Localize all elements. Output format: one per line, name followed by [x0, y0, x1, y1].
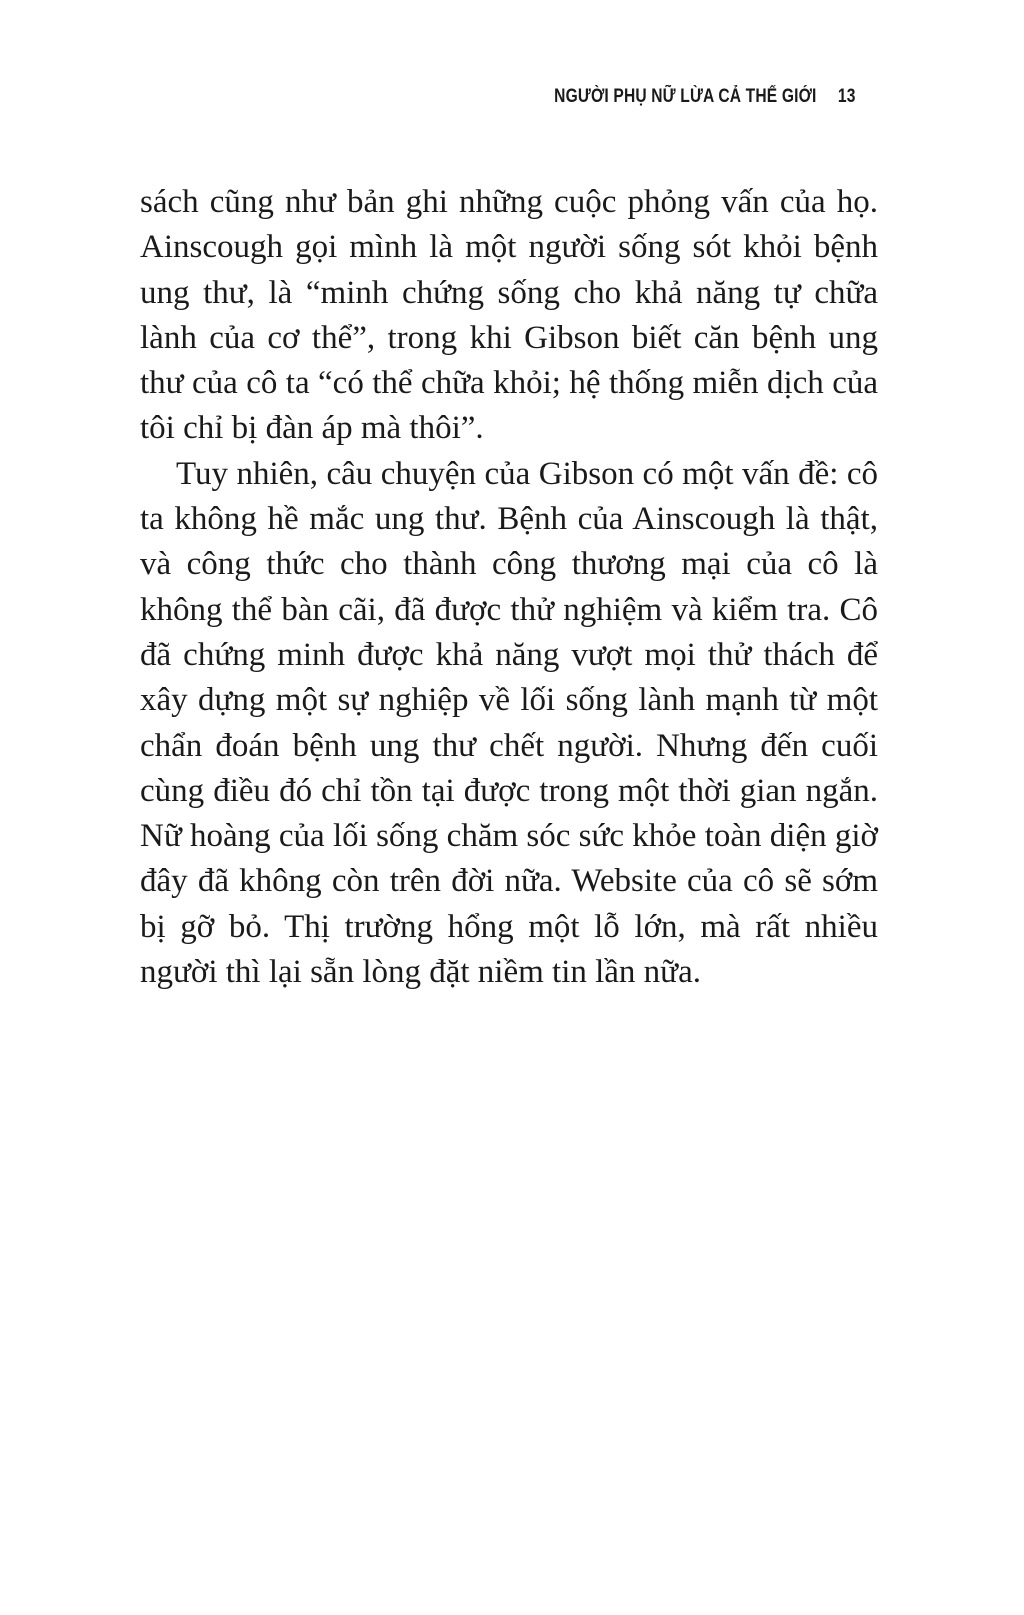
running-title: NGƯỜI PHỤ NỮ LỪA CẢ THẾ GIỚI [554, 86, 818, 107]
page-number: 13 [838, 86, 856, 107]
running-header [555, 86, 856, 108]
body-text [140, 180, 878, 995]
paragraph-continued: sách cũng như bản ghi những cuộc phỏng vấn của họ. Ainscough gọi mình là một người sống sót khỏi bệnh ung thư, là “minh chứng sống cho khả năng tự chữa lành của cơ thể”, trong khi Gibson biết căn bệnh ung thư của cô ta “có thể chữa khỏi; hệ thống miễn dịch của tôi chỉ bị đàn áp mà thôi”. [140, 184, 878, 447]
paragraph: Tuy nhiên, câu chuyện của Gibson có một vấn đề: cô ta không hề mắc ung thư. Bệnh của Ainscough là thật, và công thức cho thành công thương mại của cô là không thể bàn cãi, đã được thử nghiệm và kiểm tra. Cô đã chứng minh được khả năng vượt mọi thử thách để xây dựng một sự nghiệp về lối sống lành mạnh từ một chẩn đoán bệnh ung thư chết người. Nhưng đến cuối cùng điều đó chỉ tồn tại được trong một thời gian ngắn. Nữ hoàng của lối sống chăm sóc sức khỏe toàn diện giờ đây đã không còn trên đời nữa. Website của cô sẽ sớm bị gỡ bỏ. Thị trường hổng một lỗ lớn, mà rất nhiều người thì lại sẵn lòng đặt niềm tin lần nữa. [140, 455, 878, 991]
